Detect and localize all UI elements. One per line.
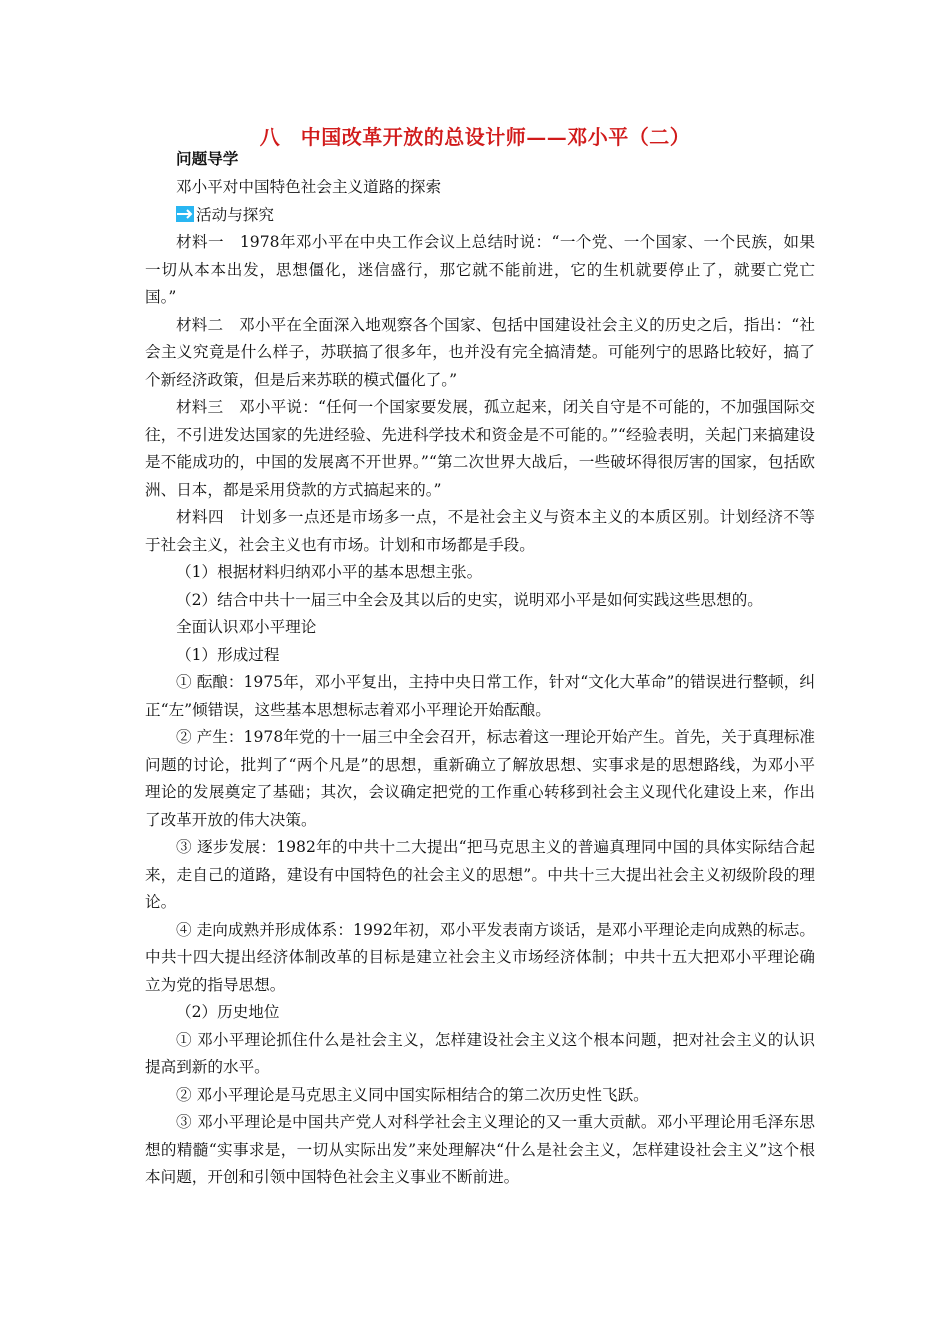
material-2: 材料二 邓小平在全面深入地观察各个国家、包括中国建设社会主义的历史之后，指出：“社会主义究竟是什么样子，苏联搞了很多年，也并没有完全搞清楚。可能列宁的思路比较好，搞了个新经济政策，但是后来苏联的模式僵化了。” [145,315,815,389]
status-item: ② 邓小平理论是马克思主义同中国实际相结合的第二次历史性飞跃。 [176,1085,649,1104]
question-1: （1）根据材料归纳邓小平的基本思想主张。 [176,563,483,581]
status-item: ③ 邓小平理论是中国共产党人对科学社会主义理论的又一重大贡献。邓小平理论用毛泽东思想的精髓“实事求是，一切从实际出发”来处理解决“什么是社会主义，怎样建设社会主义”这个根本问题，开创和引领中国特色社会主义事业不断前进。 [145,1113,815,1186]
process-item: ① 酝酿：1975年，邓小平复出，主持中央日常工作，针对“文化大革命”的错误进行整顿，纠正“左”倾错误，这些基本思想标志着邓小平理论开始酝酿。 [145,673,815,719]
document-body [145,149,815,1192]
topic-heading-1: 邓小平对中国特色社会主义道路的探索 [176,178,442,196]
material-4: 材料四 计划多一点还是市场多一点，不是社会主义与资本主义的本质区别。计划经济不等于社会主义，社会主义也有市场。计划和市场都是手段。 [145,508,815,554]
process-item: ③ 逐步发展：1982年的中共十二大提出“把马克思主义的普遍真理同中国的具体实际结合起来，走自己的道路，建设有中国特色的社会主义的思想”。中共十三大提出社会主义初级阶段的理论。 [145,838,815,911]
material-1: 材料一 1978年邓小平在中央工作会议上总结时说：“一个党、一个国家、一个民族，如果一切从本本出发，思想僵化，迷信盛行，那它就不能前进，它的生机就要停止了，就要亡党亡国。” [145,233,815,306]
process-item: ② 产生：1978年党的十一届三中全会召开，标志着这一理论开始产生。首先，关于真理标准问题的讨论，批判了“两个凡是”的思想，重新确立了解放思想、实事求是的思想路线，为邓小平理论的发展奠定了基础；其次，会议确定把党的工作重心转移到社会主义现代化建设上来，作出了改革开放的伟大决策。 [145,728,815,829]
section-heading: 问题导学 [176,149,239,168]
subheading-status: （2）历史地位 [176,1003,280,1021]
status-item: ① 邓小平理论抓住什么是社会主义，怎样建设社会主义这个根本问题，把对社会主义的认识提高到新的水平。 [145,1030,815,1076]
arrow-right-icon [176,206,194,222]
material-3: 材料三 邓小平说：“任何一个国家要发展，孤立起来，闭关自守是不可能的，不加强国际交往，不引进发达国家的先进经验、先进科学技术和资金是不可能的。”“经验表明，关起门来搞建设是不能成功的，中国的发展离不开世界。”“第二次世界大战后，一些破坏得很厉害的国家，包括欧洲、日本，都是采用贷款的方式搞起来的。” [145,398,815,499]
topic-heading-2: 全面认识邓小平理论 [176,618,317,636]
activity-heading [145,202,815,230]
question-2: （2）结合中共十一届三中全会及其以后的史实，说明邓小平是如何实践这些思想的。 [176,590,763,609]
page-title: 八 中国改革开放的总设计师——邓小平（二） [259,125,691,149]
subheading-formation: （1）形成过程 [176,645,280,664]
activity-label: 活动与探究 [196,205,274,224]
process-item: ④ 走向成熟并形成体系：1992年初，邓小平发表南方谈话，是邓小平理论走向成熟的标志。中共十四大提出经济体制改革的目标是建立社会主义市场经济体制；中共十五大把邓小平理论确立为党的指导思想。 [145,920,815,994]
